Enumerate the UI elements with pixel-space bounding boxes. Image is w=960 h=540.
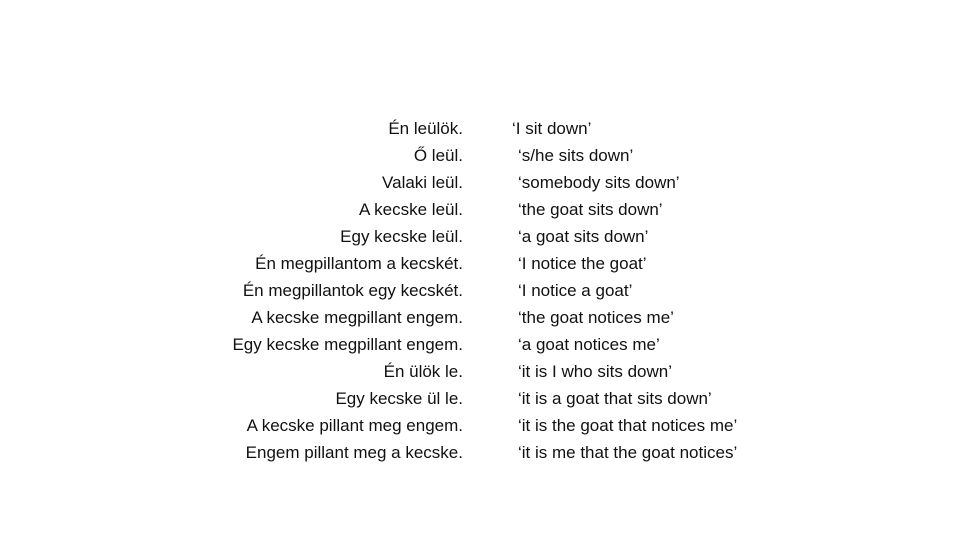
hungarian-sentence: Én leülök. <box>388 119 463 138</box>
english-gloss: ‘I notice the goat’ <box>518 254 647 273</box>
hungarian-sentence: Egy kecske ül le. <box>335 389 463 408</box>
hungarian-sentence: Én ülök le. <box>383 362 463 381</box>
hungarian-sentence: A kecske leül. <box>359 200 463 219</box>
hungarian-sentence: Egy kecske leül. <box>340 227 463 246</box>
english-gloss: ‘the goat sits down’ <box>518 200 663 219</box>
english-gloss: ‘I sit down’ <box>512 119 592 138</box>
english-gloss: ‘it is I who sits down’ <box>518 362 672 381</box>
english-glosses-column <box>512 115 737 466</box>
hungarian-sentence: Engem pillant meg a kecske. <box>245 443 463 462</box>
hungarian-sentence: Ő leül. <box>413 146 463 165</box>
hungarian-sentence: Én megpillantom a kecskét. <box>255 254 463 273</box>
english-gloss: ‘it is me that the goat notices’ <box>518 443 738 462</box>
hungarian-sentences-column <box>232 115 463 466</box>
english-gloss: ‘a goat notices me’ <box>518 335 660 354</box>
hungarian-sentence: Én megpillantok egy kecskét. <box>242 281 463 300</box>
english-gloss: ‘the goat notices me’ <box>518 308 674 327</box>
hungarian-sentence: Valaki leül. <box>382 173 463 192</box>
hungarian-sentence: Egy kecske megpillant engem. <box>232 335 463 354</box>
hungarian-sentence: A kecske megpillant engem. <box>251 308 463 327</box>
english-gloss: ‘a goat sits down’ <box>518 227 649 246</box>
english-gloss: ‘it is the goat that notices me’ <box>518 416 738 435</box>
english-gloss: ‘it is a goat that sits down’ <box>518 389 712 408</box>
english-gloss: ‘I notice a goat’ <box>518 281 633 300</box>
hungarian-sentence: A kecske pillant meg engem. <box>246 416 463 435</box>
english-gloss: ‘s/he sits down’ <box>518 146 634 165</box>
english-gloss: ‘somebody sits down’ <box>518 173 680 192</box>
